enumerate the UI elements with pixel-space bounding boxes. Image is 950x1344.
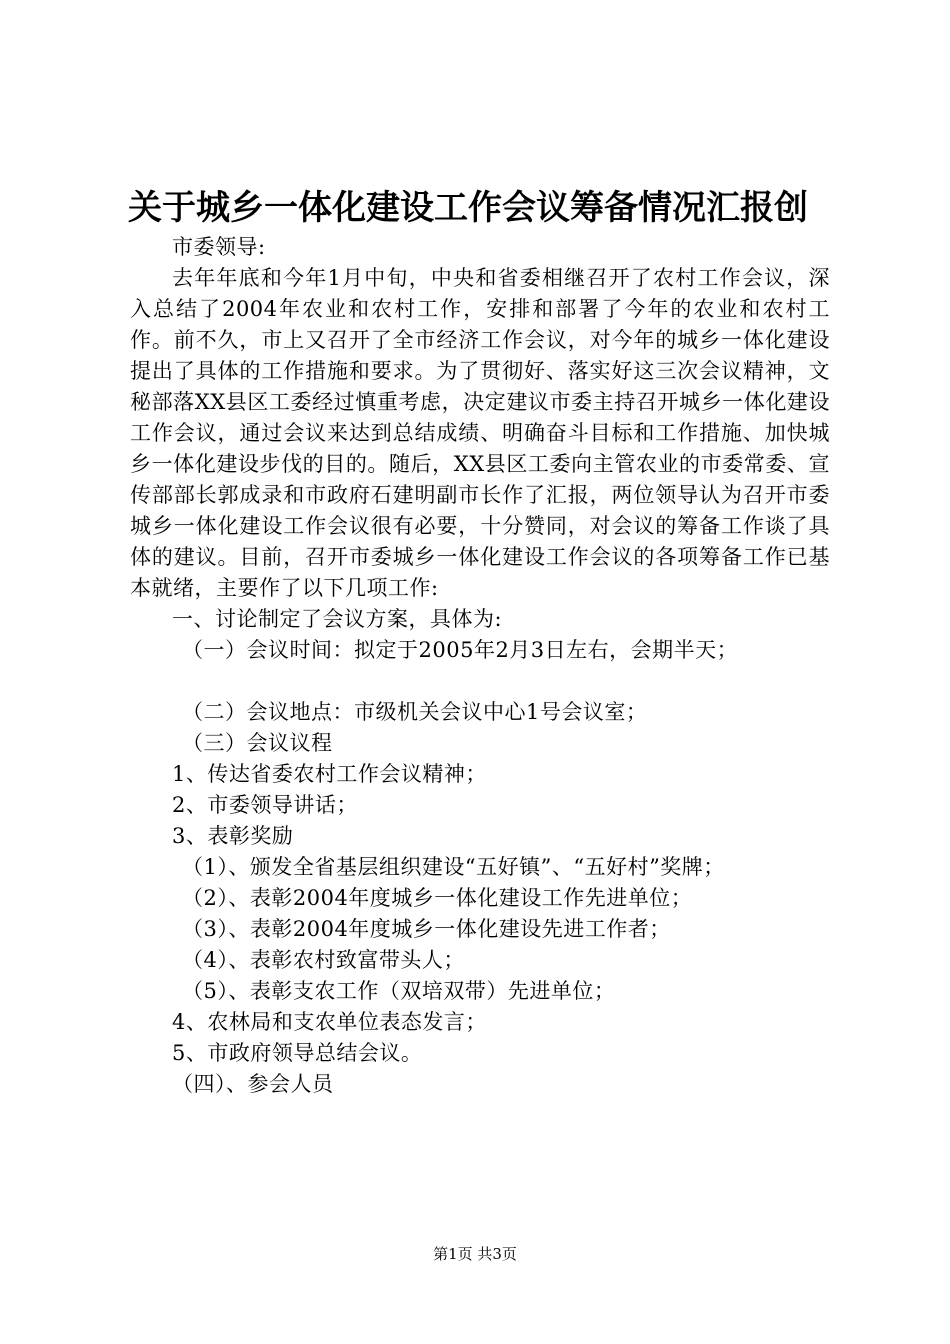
award-item-2: （2）、表彰2004年度城乡一体化建设工作先进单位； [182,886,693,910]
award-item-1: （1）、颁发全省基层组织建设“五好镇”、“五好村”奖牌； [182,855,725,879]
agenda-point-3: 3、表彰奖励 [172,824,294,848]
award-item-4: （4）、表彰农村致富带头人； [182,948,465,972]
agenda-point-1: 1、传达省委农村工作会议精神； [172,762,487,786]
section-heading-1: 一、讨论制定了会议方案，具体为: [172,607,503,631]
meeting-time-item: （一）会议时间：拟定于2005年2月3日左右，会期半天； [182,638,739,662]
blank-line [130,666,830,697]
attendees-item: （四）、参会人员 [172,1072,334,1096]
intro-paragraph: 去年年底和今年1月中旬，中央和省委相继召开了农村工作会议，深入总结了2004年农业和农村工作，安排和部署了今年的农业和农村工作。前不久，市上又召开了全市经济工作会议，对今年的城乡一体化建设提出了具体的工作措施和要求。为了贯彻好、落实好这三次会议精神，文秘部落XX县区工委经过慎重考虑，决定建议市委主持召开城乡一体化建设工作会议，通过会议来达到总结成绩、明确奋斗目标和工作措施、加快城乡一体化建设步伐的目的。随后，XX县区工委向主管农业的市委常委、宣传部部长郭成录和市政府石建明副市长作了汇报，两位领导认为召开市委城乡一体化建设工作会议很有必要，十分赞同，对会议的筹备工作谈了具体的建议。目前，召开市委城乡一体化建设工作会议的各项筹备工作已基本就绪，主要作了以下几项工作: [130,266,830,600]
salutation: 市委领导: [172,235,266,259]
meeting-place-item: （二）会议地点：市级机关会议中心1号会议室； [182,700,648,724]
meeting-agenda-item: （三）会议议程 [182,731,333,755]
award-item-5: （5）、表彰支农工作（双培双带）先进单位； [182,979,616,1003]
agenda-point-5: 5、市政府领导总结会议。 [172,1041,423,1065]
document-title: 关于城乡一体化建设工作会议筹备情况汇报创 [128,188,808,228]
agenda-point-4: 4、农林局和支农单位表态发言； [172,1010,487,1034]
award-item-3: （3）、表彰2004年度城乡一体化建设先进工作者； [182,917,671,941]
document-body [130,232,830,1100]
page-footer: 第1页 共3页 [433,1245,517,1263]
agenda-point-2: 2、市委领导讲话； [172,793,358,817]
